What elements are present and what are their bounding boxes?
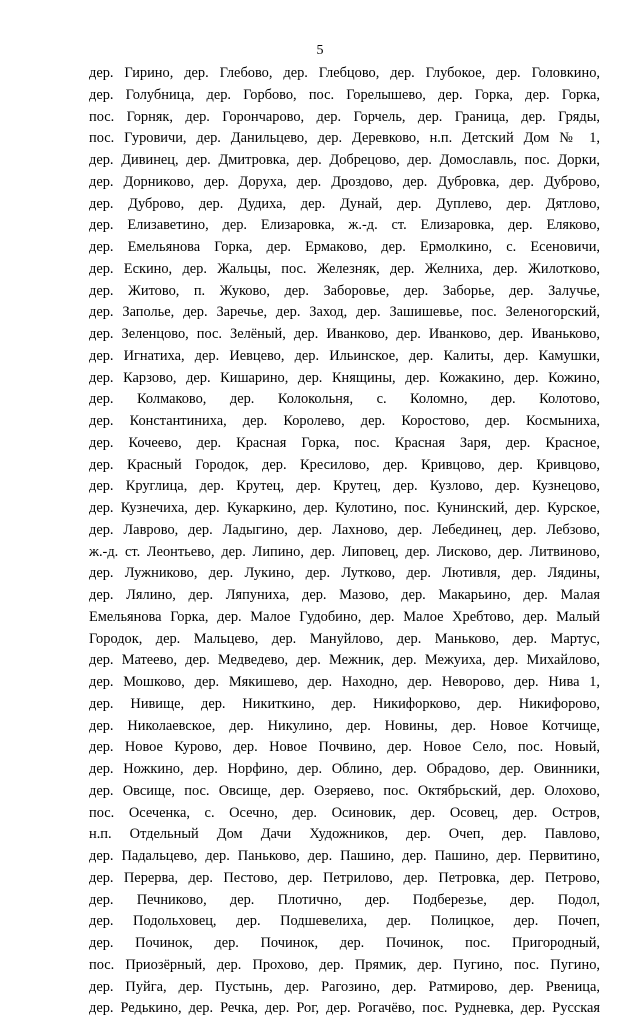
text-line: дер. Красный Городок, дер. Кресилово, дер. Кривцово, дер. Кривцово, [89, 456, 600, 473]
text-line: дер. Колмаково, дер. Колокольня, с. Коломно, дер. Колотово, [89, 391, 600, 408]
body-text [89, 63, 600, 1020]
text-line: дер. Житово, п. Жуково, дер. Заборовье, дер. Заборье, дер. Залучье, [89, 282, 600, 299]
text-line: дер. Николаевское, дер. Никулино, дер. Новины, дер. Новое Котчище, [89, 717, 600, 734]
text-line: дер. Овсище, пос. Овсище, дер. Озеряево, пос. Октябрьский, дер. Олохово, [89, 782, 600, 799]
text-line: дер. Елизаветино, дер. Елизаровка, ж.-д. ст. Елизаровка, дер. Еляково, [89, 217, 600, 234]
text-line: дер. Редькино, дер. Речка, дер. Рог, дер. Рогачёво, пос. Рудневка, дер. Русская [89, 1000, 600, 1017]
text-line: дер. Игнатиха, дер. Иевцево, дер. Ильинское, дер. Калиты, дер. Камушки, [89, 347, 600, 364]
text-line: дер. Ескино, дер. Жальцы, пос. Железняк, дер. Желниха, дер. Жилотково, [89, 260, 600, 277]
text-line: пос. Осеченка, с. Осечно, дер. Осиновик, дер. Осовец, дер. Остров, [89, 804, 600, 821]
text-line: дер. Лялино, дер. Ляпуниха, дер. Мазово, дер. Макарьино, дер. Малая [89, 587, 600, 603]
text-line: дер. Лаврово, дер. Ладыгино, дер. Лахново, дер. Лебединец, дер. Лебзово, [89, 521, 600, 538]
text-line: дер. Гирино, дер. Глебово, дер. Глебцово, дер. Глубокое, дер. Головкино, [89, 65, 600, 81]
text-line: Емельянова Горка, дер. Малое Гудобино, дер. Малое Хребтово, дер. Малый [89, 608, 600, 625]
text-line: дер. Круглица, дер. Крутец, дер. Крутец, дер. Кузлово, дер. Кузнецово, [89, 478, 600, 495]
text-line: ж.-д. ст. Леонтьево, дер. Липино, дер. Липовец, дер. Лисково, дер. Литвиново, [89, 543, 600, 560]
text-line: пос. Гуровичи, дер. Данильцево, дер. Деревково, н.п. Детский Дом № 1, [89, 130, 600, 147]
text-line: дер. Кочеево, дер. Красная Горка, пос. Красная Заря, дер. Красное, [89, 434, 600, 451]
text-line: дер. Починок, дер. Починок, дер. Починок, пос. Пригородный, [89, 935, 600, 951]
text-line: дер. Кузнечиха, дер. Кукаркино, дер. Кулотино, пос. Кунинский, дер. Курское, [89, 500, 600, 516]
text-line: н.п. Отдельный Дом Дачи Художников, дер. Очеп, дер. Павлово, [89, 826, 600, 843]
text-line: дер. Пуйга, дер. Пустынь, дер. Рагозино, дер. Ратмирово, дер. Рвеница, [89, 978, 600, 995]
text-line: дер. Дуброво, дер. Дудиха, дер. Дунай, дер. Дуплево, дер. Дятлово, [89, 195, 600, 212]
text-line: дер. Матеево, дер. Медведево, дер. Межник, дер. Межуиха, дер. Михайлово, [89, 652, 600, 669]
text-line: дер. Ножкино, дер. Норфино, дер. Облино, дер. Обрадово, дер. Овинники, [89, 761, 600, 777]
text-line: дер. Карзово, дер. Кишарино, дер. Княщины, дер. Кожакино, дер. Кожино, [89, 369, 600, 386]
text-line: дер. Лужниково, дер. Лукино, дер. Лутково, дер. Лютивля, дер. Лядины, [89, 565, 600, 582]
text-line: Городок, дер. Мальцево, дер. Мануйлово, дер. Маньково, дер. Мартус, [89, 630, 600, 647]
text-line: дер. Печниково, дер. Плотично, дер. Подберезье, дер. Подол, [89, 891, 600, 908]
text-line: дер. Новое Курово, дер. Новое Почвино, дер. Новое Село, пос. Новый, [89, 739, 600, 756]
text-line: дер. Емельянова Горка, дер. Ермаково, дер. Ермолкино, с. Есеновичи, [89, 239, 600, 255]
text-line: пос. Приозёрный, дер. Прохово, дер. Прямик, дер. Пугино, пос. Пугино, [89, 956, 600, 973]
text-line: дер. Подольховец, дер. Подшевелиха, дер. Полицкое, дер. Почеп, [89, 913, 600, 930]
text-line: дер. Мошково, дер. Мякишево, дер. Находно, дер. Неворово, дер. Нива 1, [89, 674, 600, 690]
text-line: дер. Зеленцово, пос. Зелёный, дер. Иванково, дер. Иванково, дер. Иваньково, [89, 326, 600, 342]
text-line: дер. Голубница, дер. Горбово, пос. Горелышево, дер. Горка, дер. Горка, [89, 86, 600, 103]
text-line: дер. Дорниково, дер. Доруха, дер. Дроздово, дер. Дубровка, дер. Дуброво, [89, 173, 600, 190]
text-line: дер. Константиниха, дер. Королево, дер. Коростово, дер. Космыниха, [89, 413, 600, 429]
text-line: пос. Горняк, дер. Горончарово, дер. Горчель, дер. Граница, дер. Гряды, [89, 108, 600, 125]
text-line: дер. Перерва, дер. Пестово, дер. Петрилово, дер. Петровка, дер. Петрово, [89, 869, 600, 886]
text-line: дер. Заполье, дер. Заречье, дер. Заход, дер. Зашишевье, пос. Зеленогорский, [89, 304, 600, 321]
page-number: 5 [316, 43, 324, 58]
text-line: дер. Нивище, дер. Никиткино, дер. Никифорково, дер. Никифорово, [89, 695, 600, 712]
text-line: дер. Падальцево, дер. Паньково, дер. Пашино, дер. Пашино, дер. Первитино, [89, 848, 600, 864]
text-line: дер. Дивинец, дер. Дмитровка, дер. Добрецово, дер. Домославль, пос. Дорки, [89, 152, 600, 168]
